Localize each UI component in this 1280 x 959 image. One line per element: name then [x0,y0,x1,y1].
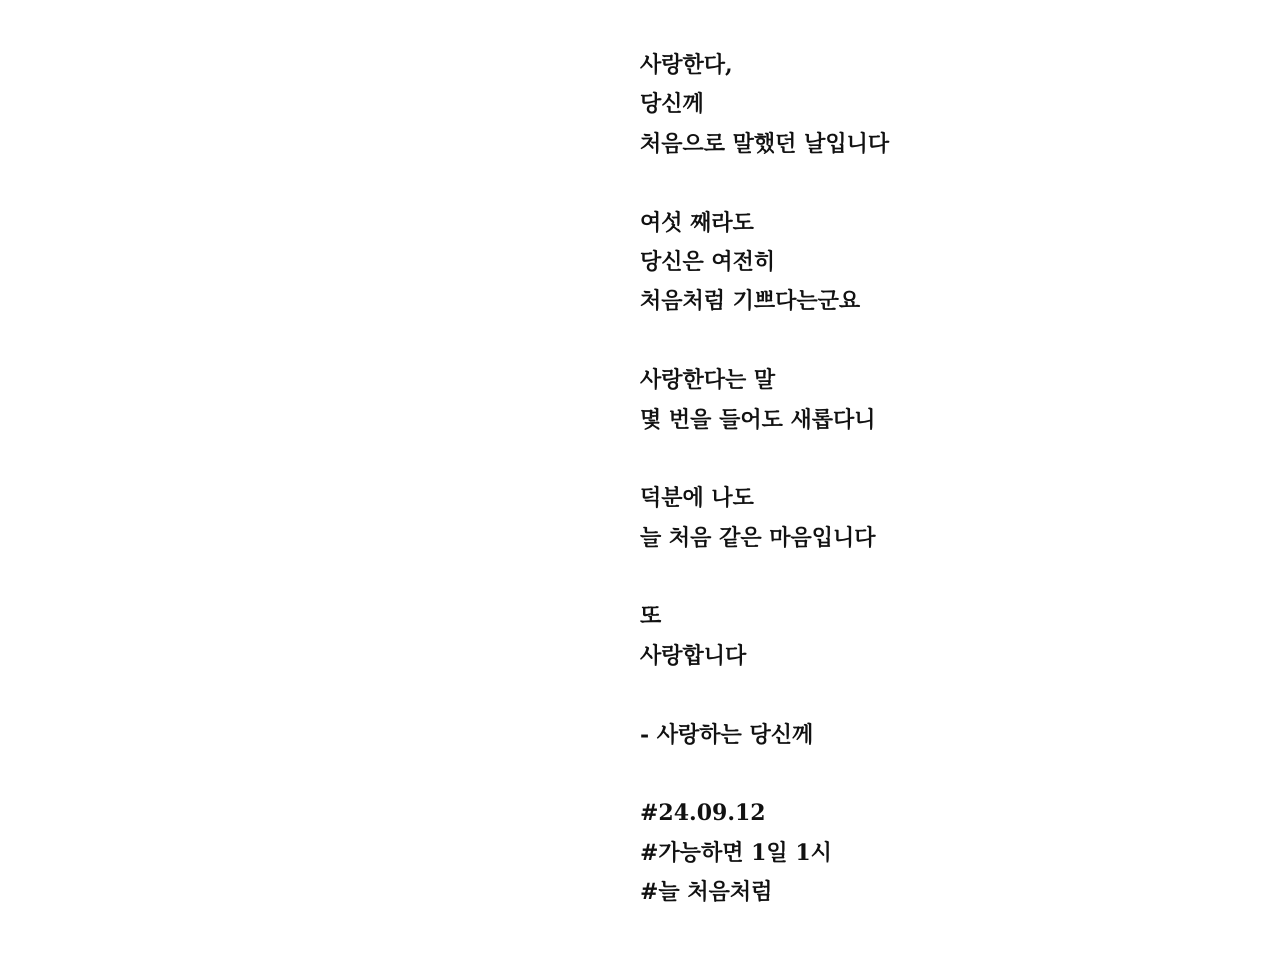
stanza-break [640,676,1240,715]
poem-line: 사랑한다는 말 [640,367,776,394]
poem-line: 당신께 [640,91,704,118]
hashtag: #24.09.12 [640,800,766,827]
stanza-break [640,558,1240,597]
hashtag: #늘 처음처럼 [640,879,773,906]
poem-line: 당신은 여전히 [640,248,776,275]
stanza-break [640,755,1240,794]
poem-line: 덕분에 나도 [640,485,754,512]
poem-line: 늘 처음 같은 마음입니다 [640,524,876,551]
poem-line: 사랑한다, [640,52,733,78]
poem-line: 또 [640,603,662,630]
poem-signature: - 사랑하는 당신께 [640,721,814,748]
stanza-break [640,164,1240,203]
poem-line: 처음처럼 기쁘다는군요 [640,288,861,315]
poem-line: 몇 번을 들어도 새롭다니 [640,406,876,433]
stanza-break [640,440,1240,479]
poem-text [640,46,1240,913]
stanza-break [640,322,1240,361]
poem-line: 여섯 째라도 [640,209,754,236]
hashtag: #가능하면 1일 1시 [640,839,832,866]
poem-line: 처음으로 말했던 날입니다 [640,130,890,157]
poem-line: 사랑합니다 [640,642,747,669]
